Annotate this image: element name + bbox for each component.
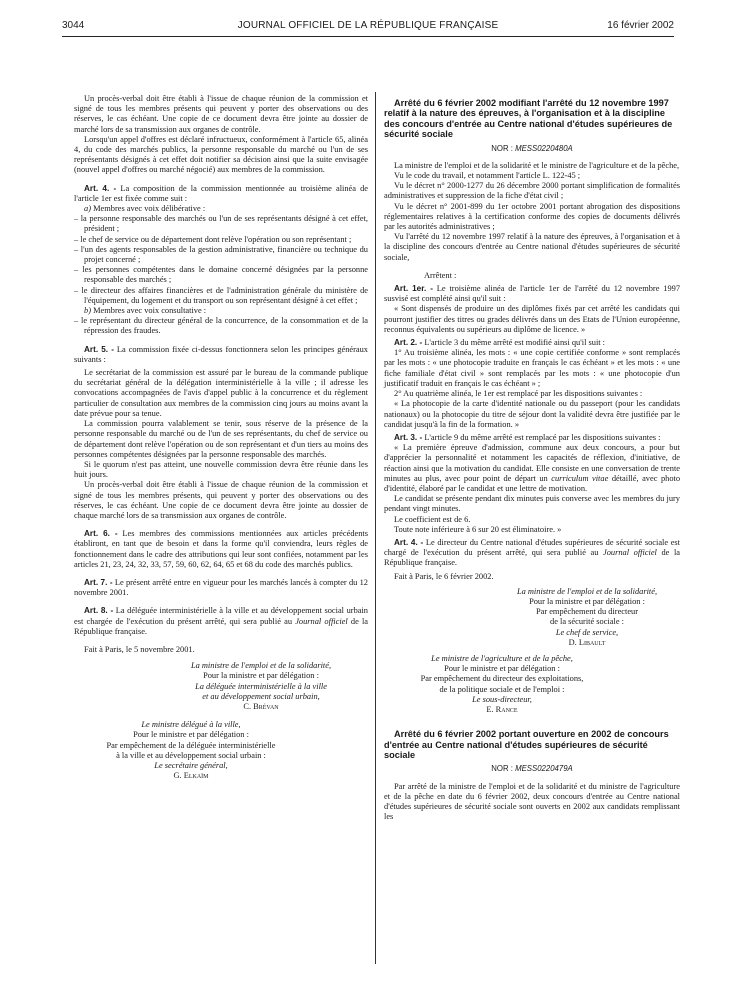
- page-number: 3044: [62, 20, 85, 31]
- article-label: Art. 8. -: [84, 606, 114, 616]
- quote: « La photocopie de la carte d'identité nationale ou du passeport (pour les candidats nationaux) ou la photocopie du titre de séjour dont la validité devra être justifiée par le candidat jusqu'à la fin de la formation. »: [384, 399, 680, 429]
- paragraph: Lorsqu'un appel d'offres est déclaré infructueux, conformément à l'article 65, alinéa 4, du code des marchés publics, la personne responsable du marché ou l'un de ses représentants désignés à cet effet doit notifier sa décision ainsi que la suite envisagée (nouvel appel d'offres ou marché négocié) aux membres de la commission.: [74, 134, 368, 175]
- article-label: Art. 3. -: [394, 432, 423, 442]
- article-label: Art. 2. -: [394, 338, 423, 348]
- left-column: [74, 94, 368, 781]
- quote: « Sont dispensés de produire un des diplômes fixés par cet arrêté les candidats qui pourront justifier des titres ou grades délivrés dans un des Etats de l'Union européenne, reconnus équivalents ou supérieurs au diplôme de licence. »: [384, 304, 680, 334]
- signature-date: Fait à Paris, le 5 novembre 2001.: [84, 644, 195, 654]
- article-label: Art. 1er. -: [394, 284, 433, 294]
- quote: Toute note inférieure à 6 sur 20 est éliminatoire. »: [394, 524, 562, 534]
- signature-block-1: La ministre de l'emploi et de la solidarité, Pour la ministre et par délégation : La déléguée interministérielle à la ville et au développement social urbain, C. Brévan: [144, 661, 368, 712]
- list-item: – le représentant du directeur général de la concurrence, de la consommation et de la répression des fraudes.: [74, 316, 368, 336]
- paragraph: Si le quorum n'est pas atteint, une nouvelle commission devra être réunie dans les huit jours.: [74, 459, 368, 480]
- list-item: – l'un des agents responsables de la gestion administrative, financière ou technique du projet concerné ;: [74, 244, 368, 265]
- paragraph: Un procès-verbal doit être établi à l'issue de chaque réunion de la commission et signé de tous les membres présents qui peuvent y porter des observations ou des réserves, le cas échéant. Une copie de ce document devra être jointe au dossier de marché lors de sa transmission aux organes de contrôle.: [74, 94, 368, 134]
- article-label: Art. 4. -: [394, 537, 424, 547]
- article-label: Art. 4. -: [84, 183, 117, 193]
- header-rule: [62, 36, 674, 37]
- issue-date: 16 février 2002: [607, 20, 674, 31]
- right-column: [384, 98, 680, 822]
- signatory-name: E. Rance: [486, 704, 518, 714]
- paragraph: 1° Au troisième alinéa, les mots : « une copie certifiée conforme » sont remplacés par les mots : « une photocopie traduite en français le cas échéant » et les mots : « une fiche familiale d'état civil » sont remplacés par les mots : « une photocopie d'un justificatif traduit en français le cas échéant » ;: [384, 348, 680, 388]
- article-4: Art. 4. - La composition de la commission mentionnée au troisième alinéa de l'article 1er est fixée comme suit :: [74, 183, 368, 203]
- quote: Le coefficient est de 6.: [394, 514, 471, 524]
- paragraph: Vu le décret n° 2000-1277 du 26 décembre 2000 portant simplification de formalités administratives et suppression de la fiche d'état civil ;: [384, 181, 680, 201]
- paragraph: Par arrêté de la ministre de l'emploi et de la solidarité et du ministre de l'agriculture et de la pêche en date du 6 février 2002, deux concours d'entrée au Centre national d'études supérieures de sécurité sociale sont ouverts en 2002 aux candidats remplissant les: [384, 781, 680, 822]
- paragraph: Vu l'arrêté du 12 novembre 1997 relatif à la nature des épreuves, à l'organisation et à la discipline des concours d'entrée au Centre national d'études supérieures de sécurité sociale,: [384, 232, 680, 262]
- signatory-title: Le ministre délégué à la ville,: [141, 720, 241, 730]
- arretent: Arrêtent :: [424, 270, 457, 280]
- article-1: Art. 1er. - Le troisième alinéa de l'article 1er de l'arrêté du 12 novembre 1997 susvisé est complété ainsi qu'il suit :: [384, 284, 681, 304]
- paragraph: 2° Au quatrième alinéa, le 1er est remplacé par les dispositions suivantes :: [394, 389, 643, 399]
- article-label: Art. 6. -: [84, 529, 118, 539]
- list-item: – les personnes compétentes dans le domaine concerné désignées par la personne responsable des marchés ;: [74, 265, 368, 285]
- article-3: Art. 3. - L'article 9 du même arrêté est remplacé par les dispositions suivantes :: [394, 432, 661, 442]
- decree-title: Arrêté du 6 février 2002 portant ouverture en 2002 de concours d'entrée au Centre national d'études supérieures de sécurité sociale: [384, 729, 669, 760]
- nor-reference: NOR : MESS0220479A: [491, 764, 573, 774]
- signatory-name: C. Brévan: [243, 701, 279, 711]
- signatory-title: La ministre de l'emploi et de la solidarité,: [516, 586, 658, 596]
- article-7: Art. 7. - Le présent arrêté entre en vigueur pour les marchés lancés à compter du 12 novembre 2001.: [74, 577, 368, 598]
- article-label: Art. 7. -: [84, 577, 113, 587]
- signature-block-1: La ministre de l'emploi et de la solidarité, Pour la ministre et par délégation : Par empêchement du directeur de la sécurité sociale : Le chef de service, D. Libault: [484, 587, 680, 648]
- paragraph: Un procès-verbal doit être établi à l'issue de chaque réunion de la commission et signé de tous les membres présents, qui peuvent y porter des observations ou des réserves, le cas échéant. Une copie de ce document devra être jointe au dossier de chaque marché lors de sa transmission aux organes de contrôle.: [74, 480, 368, 520]
- article-label: Art. 5. -: [84, 344, 114, 354]
- paragraph: Vu le code du travail, et notamment l'article L. 122-45 ;: [394, 171, 581, 181]
- list-heading-b: b) Membres avec voix consultative :: [84, 306, 207, 316]
- list-item: – le chef de service ou de département dont relève l'opération ou son représentant ;: [74, 234, 352, 244]
- article-4: Art. 4. - Le directeur du Centre national d'études supérieures de sécurité sociale est chargé de l'exécution du présent arrêté, qui sera publié au Journal officiel de la République française.: [384, 537, 681, 568]
- article-8: Art. 8. - La déléguée interministérielle à la ville et au développement social urbain est chargée de l'exécution du présent arrêté, qui sera publié au Journal officiel de la République française.: [74, 606, 369, 636]
- paragraph: La ministre de l'emploi et de la solidarité et le ministre de l'agriculture et de la pêche,: [394, 160, 680, 170]
- paragraph: Le secrétariat de la commission est assuré par le bureau de la commande publique du secrétariat général de la délégation interministérielle à la ville ; il adresse les convocations accompagnées de l'avis d'appel public à la concurrence et du règlement particulier de consultation aux membres de la commission cinq jours au moins avant la date prévue pour sa tenue.: [74, 368, 368, 418]
- article-5: Art. 5. - La commission fixée ci-dessus fonctionnera selon les principes généraux suivants :: [74, 344, 368, 364]
- column-divider: [375, 92, 376, 964]
- nor-reference: NOR : MESS0220480A: [491, 143, 573, 153]
- signatory-title: Le ministre de l'agriculture et de la pêche,: [431, 653, 573, 663]
- quote: Le candidat se présente pendant dix minutes puis converse avec les membres du jury pendant vingt minutes.: [384, 494, 680, 514]
- article-2: Art. 2. - L'article 3 du même arrêté est modifié ainsi qu'il suit :: [394, 338, 606, 348]
- signature-date: Fait à Paris, le 6 février 2002.: [394, 571, 494, 581]
- journal-title: JOURNAL OFFICIEL DE LA RÉPUBLIQUE FRANÇAISE: [237, 20, 499, 31]
- signature-block-2: Le ministre de l'agriculture et de la pêche, Pour le ministre et par délégation : Par empêchement du directeur des exploitations, de la politique sociale et de l'emploi : Le sous-directeur, E. Rance: [384, 654, 610, 715]
- article-6: Art. 6. - Les membres des commissions mentionnées aux articles précédents établiront, en tant que de besoin et dans la forme qu'il conviendra, leurs règles de fonctionnement dans le cadre des attributions qui leur sont confiées, notamment par les articles 21, 23, 24, 32, 33, 57, 59, 60, 62, 64, 65 et 68 du code des marchés publics.: [74, 529, 368, 569]
- signatory-title: La ministre de l'emploi et de la solidarité,: [190, 661, 332, 671]
- list-heading-a: a) Membres avec voix délibérative :: [84, 204, 206, 214]
- quote: « La première épreuve d'admission, commune aux deux concours, a pour but d'apprécier la personnalité et notamment les capacités de réflexion, d'initiative, de réaction ainsi que la motivation du candidat. Elle consiste en une conversation de trente minutes au plus, avec pour point de départ un curriculum vitae détaillé, avec photo d'identité, élaboré par le candidat et une lettre de motivation.: [384, 443, 681, 493]
- signatory-name: D. Libault: [568, 637, 606, 647]
- paragraph: Vu le décret n° 2001-899 du 1er octobre 2001 portant abrogation des dispositions réglementaires relatives à la certification conforme des copies de documents délivrés par les autorités administratives ;: [384, 201, 680, 232]
- signature-block-2: Le ministre délégué à la ville, Pour le ministre et par délégation : Par empêchement de la déléguée interministérielle à la ville et au développement social urbain : Le secrétaire général, G. Elkaïm: [74, 720, 298, 781]
- list-item: – la personne responsable des marchés ou l'un de ses représentants désigné à cet effet, président ;: [74, 214, 368, 234]
- list-item: – le directeur des affaires financières et de l'administration générale du ministère de l'équipement, du logement et du transport ou son représentant désigné à cet effet ;: [74, 285, 368, 305]
- signatory-name: G. Elkaïm: [173, 771, 209, 781]
- paragraph: La commission pourra valablement se tenir, sous réserve de la présence de la personne responsable du marché ou de l'un de ses représentants, du chef de service ou de département dont relève l'opération ou de son représentant et d'un tiers au moins des personnes compétentes désignées par la personne responsable des marchés.: [74, 419, 368, 459]
- page-header: [62, 18, 674, 34]
- decree-title: Arrêté du 6 février 2002 modifiant l'arrêté du 12 novembre 1997 relatif à la nature des épreuves, à l'organisation et à la discipline des concours d'entrée au Centre national d'études supérieures de sécurité sociale: [384, 98, 673, 140]
